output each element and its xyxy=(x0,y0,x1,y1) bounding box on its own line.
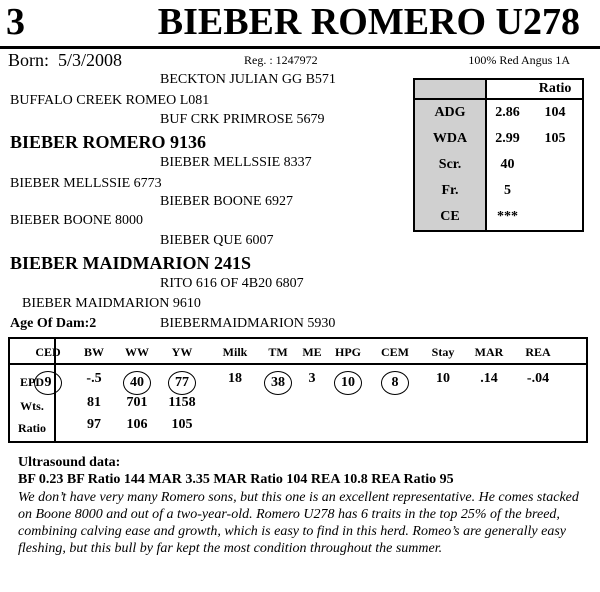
registration xyxy=(244,53,318,68)
reg-number: 1247972 xyxy=(275,53,318,67)
epd-circled-value: 8 xyxy=(381,371,409,395)
bull-name: BIEBER ROMERO U278 xyxy=(157,1,580,43)
born-date: 5/3/2008 xyxy=(58,50,123,70)
epd-col-header: WW xyxy=(125,345,149,359)
epd-table xyxy=(8,337,588,443)
pedigree-dam: BIEBER MAIDMARION 241S xyxy=(10,253,252,273)
epd-cell-epd: -.04 xyxy=(526,371,550,386)
ratio-row-label: Scr. xyxy=(415,152,486,178)
pedigree-ssd: BUF CRK PRIMROSE 5679 xyxy=(160,112,325,127)
ratio-row-value: *** xyxy=(497,209,519,225)
ratio-row-value: 2.99 xyxy=(495,131,520,147)
epd-col-header: ME xyxy=(302,345,322,359)
pedigree-ddd: BIEBERMAIDMARION 5930 xyxy=(160,316,336,331)
epd-col-header: TM xyxy=(268,345,288,359)
ratio-row xyxy=(415,178,582,204)
pedigree-dd: BIEBER MAIDMARION 9610 xyxy=(22,296,201,311)
ratio-row-ratio: 104 xyxy=(544,105,566,121)
epd-col-header: Milk xyxy=(222,345,248,359)
epd-cell-epd xyxy=(25,371,71,395)
epd-cell-epd: .14 xyxy=(480,371,498,386)
ratio-row-ratio xyxy=(528,204,582,230)
epd-cell-epd: 3 xyxy=(308,371,316,386)
epd-col-header: BW xyxy=(83,345,104,359)
epd-row-label: Ratio xyxy=(18,421,46,435)
epd-col-header: CED xyxy=(35,345,61,359)
ratio-row-ratio xyxy=(528,152,582,178)
epd-cell-epd: 18 xyxy=(228,371,242,386)
ratio-corner xyxy=(415,80,486,99)
ratio-row xyxy=(415,126,582,152)
ratio-row-value: 2.86 xyxy=(495,105,520,121)
ratio-row-label: WDA xyxy=(415,126,486,152)
epd-cell-ratio: 106 xyxy=(126,417,148,432)
epd-cell-epd xyxy=(325,371,371,395)
ratio-row-label: CE xyxy=(415,204,486,230)
ultrasound-label: Ultrasound data: xyxy=(18,455,121,470)
pedigree-sds: BIEBER MELLSSIE 8337 xyxy=(160,155,312,170)
epd-row-label: Wts. xyxy=(20,399,44,413)
epd-col-header: HPG xyxy=(335,345,361,359)
epd-circled-value: 10 xyxy=(334,371,362,395)
age-of-dam: Age Of Dam:2 xyxy=(10,316,97,331)
epd-col-header: REA xyxy=(525,345,551,359)
ratio-row-label: ADG xyxy=(415,99,486,126)
header-rule xyxy=(0,46,600,49)
epd-circled-value: 40 xyxy=(123,371,151,395)
pedigree-ss: BUFFALO CREEK ROMEO L081 xyxy=(10,93,210,108)
epd-circled-value: 9 xyxy=(34,371,62,395)
ratio-table xyxy=(413,78,584,232)
lot-number: 3 xyxy=(6,1,25,43)
ratio-row xyxy=(415,152,582,178)
epd-circled-value: 38 xyxy=(264,371,292,395)
epd-cell-epd: -.5 xyxy=(86,371,102,386)
epd-cell-ratio: 97 xyxy=(87,417,101,432)
pedigree-sss: BECKTON JULIAN GG B571 xyxy=(160,72,336,87)
born-line xyxy=(8,50,122,70)
breed: 100% Red Angus 1A xyxy=(468,53,570,67)
ratio-row-label: Fr. xyxy=(415,178,486,204)
epd-cell-wts: 1158 xyxy=(168,395,196,410)
pedigree-ds: BIEBER BOONE 8000 xyxy=(10,213,143,228)
pedigree-dsd: BIEBER QUE 6007 xyxy=(160,233,274,248)
epd-cell-wts: 701 xyxy=(126,395,148,410)
epd-row-label: EPD xyxy=(20,375,44,389)
epd-col-header: Stay xyxy=(431,345,455,359)
pedigree-dds: RITO 616 OF 4B20 6807 xyxy=(160,276,304,291)
pedigree-sire: BIEBER ROMERO 9136 xyxy=(10,132,207,152)
epd-col-header: CEM xyxy=(381,345,409,359)
pedigree-sdd: BIEBER BOONE 6927 xyxy=(160,194,293,209)
ratio-row xyxy=(415,99,582,126)
epd-cell-epd: 10 xyxy=(436,371,450,386)
epd-col-header: MAR xyxy=(474,345,504,359)
ratio-row xyxy=(415,204,582,230)
ratio-header: Ratio xyxy=(528,80,582,99)
ratio-row-value: 5 xyxy=(504,183,512,199)
description: We don’t have very many Romero sons, but this one is an excellent representative. He comes stacked on Boone 8000 and out of a two-year-old. Romero U278 has 6 traits in the top 25% of the breed, combining calving ease and growth, which is easy to find in this herd. Romeo’s are generally easy fleshing, but this bull by far kept the most condition throughout the summer. xyxy=(18,490,579,556)
ratio-row-value: 40 xyxy=(500,157,515,173)
ratio-row-ratio: 105 xyxy=(544,131,566,147)
ratio-row-ratio xyxy=(528,178,582,204)
epd-cell-epd xyxy=(159,371,205,395)
epd-circled-value: 77 xyxy=(168,371,196,395)
epd-cell-epd xyxy=(114,371,160,395)
born-label: Born: xyxy=(8,50,50,70)
epd-cell-epd xyxy=(372,371,418,395)
epd-cell-wts: 81 xyxy=(87,395,101,410)
epd-col-header: YW xyxy=(171,345,193,359)
epd-cell-ratio: 105 xyxy=(171,417,193,432)
reg-label: Reg. : xyxy=(244,53,273,67)
pedigree-sd: BIEBER MELLSSIE 6773 xyxy=(10,176,162,191)
ultrasound-data: BF 0.23 BF Ratio 144 MAR 3.35 MAR Ratio 104 REA 10.8 REA Ratio 95 xyxy=(18,472,454,487)
